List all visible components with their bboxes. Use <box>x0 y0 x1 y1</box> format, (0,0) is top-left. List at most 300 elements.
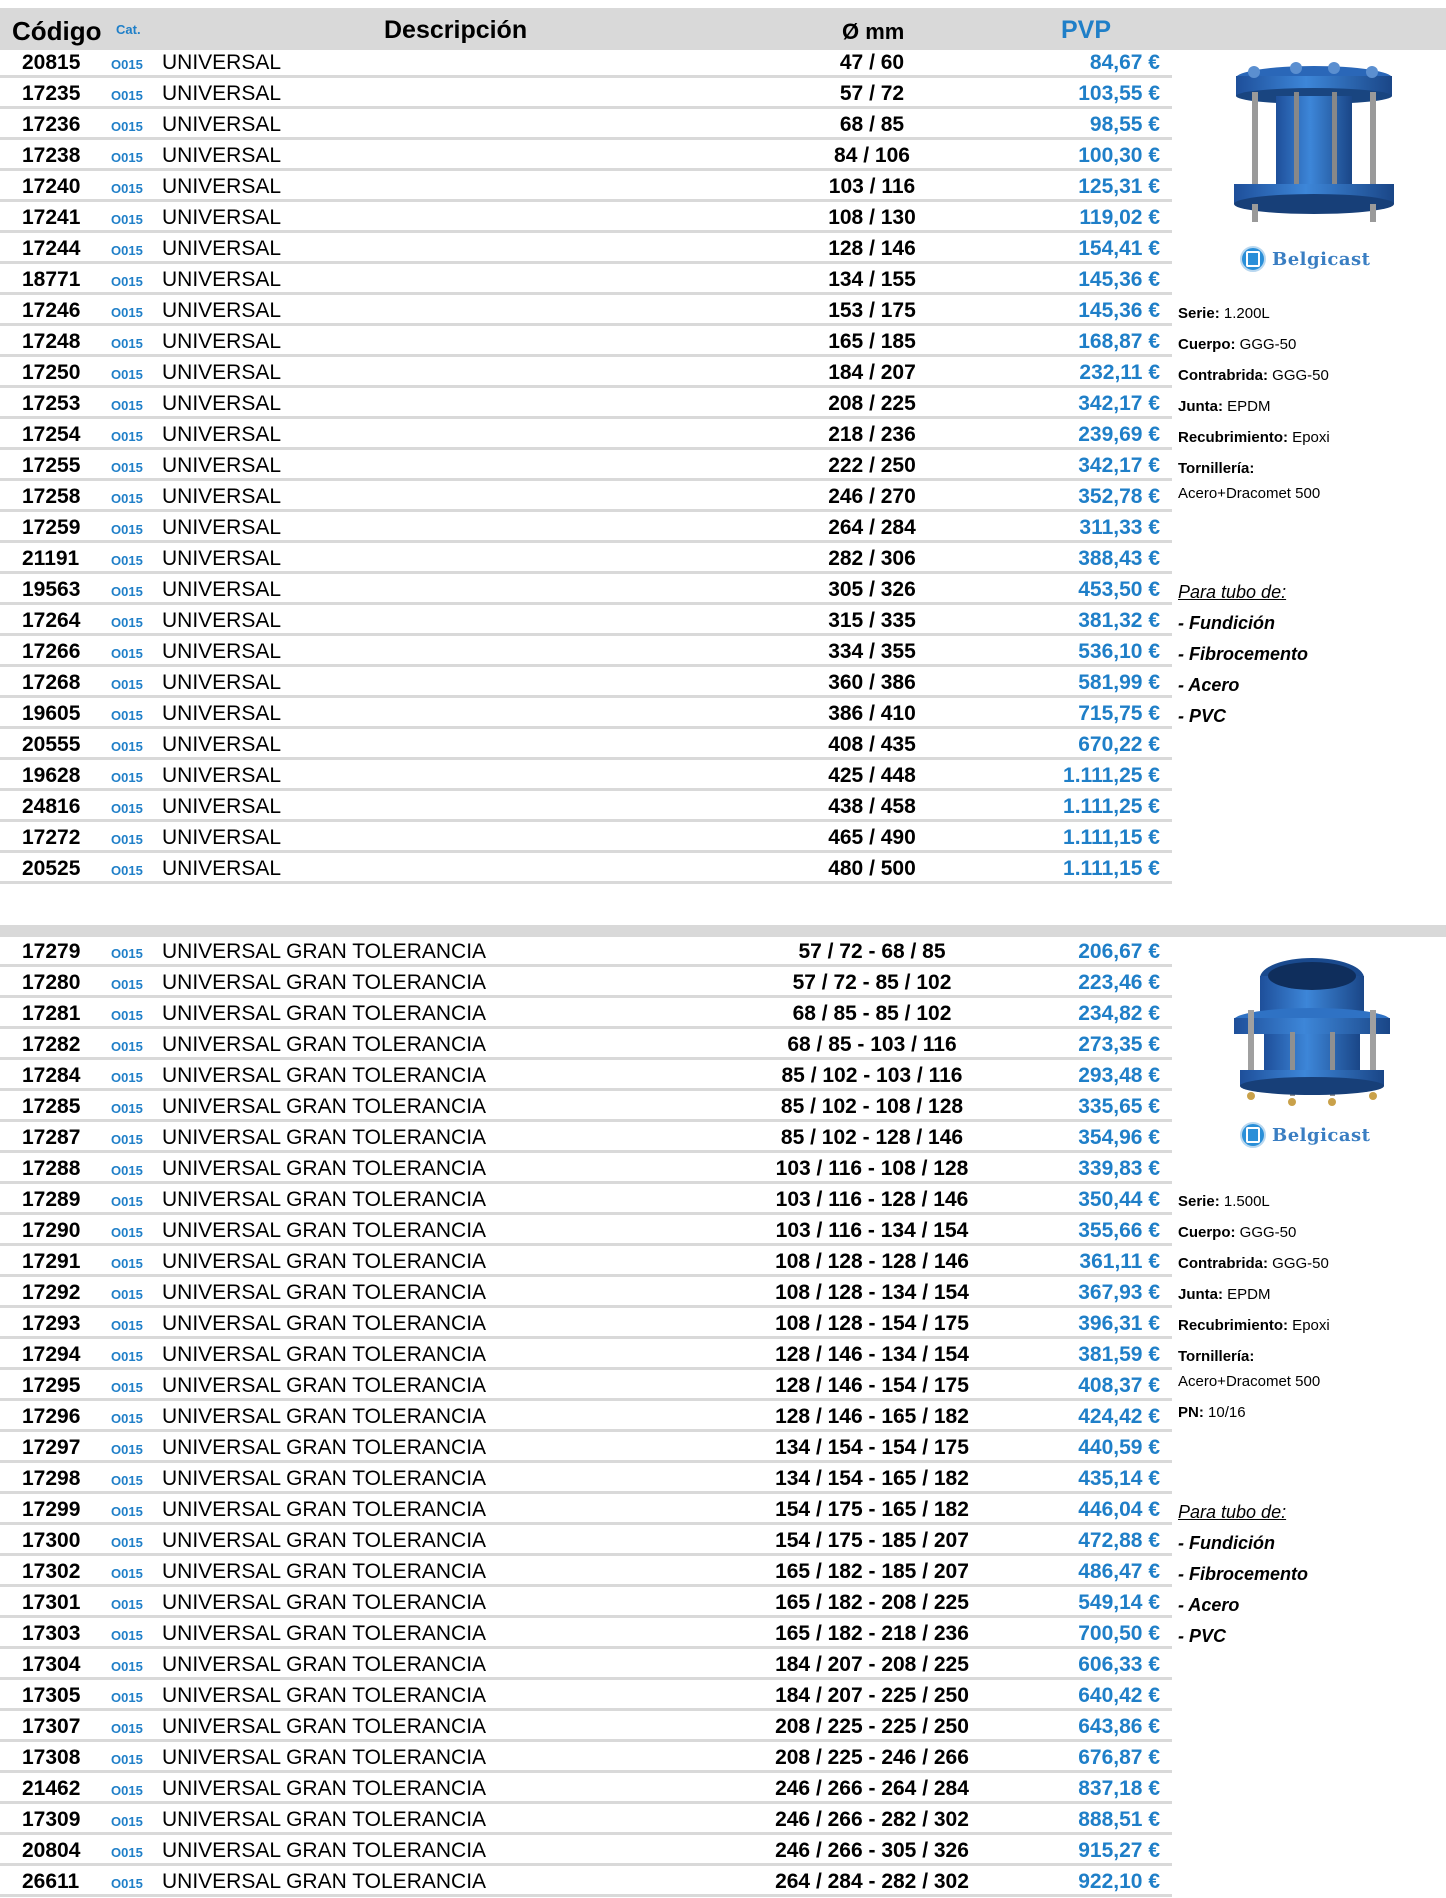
price: 922,10 € <box>1078 1870 1160 1893</box>
spec-label: Serie: <box>1178 1193 1220 1210</box>
row-divider <box>0 995 1172 998</box>
table-row <box>0 1123 1446 1154</box>
product-description: UNIVERSAL GRAN TOLERANCIA <box>162 1281 487 1304</box>
product-code: 17255 <box>22 454 81 477</box>
table-row <box>0 1464 1446 1495</box>
product-description: UNIVERSAL <box>162 857 282 880</box>
category-code: O015 <box>111 1349 143 1364</box>
row-divider <box>0 1336 1172 1339</box>
spec-item <box>1178 298 1330 329</box>
product-description: UNIVERSAL <box>162 733 282 756</box>
row-divider <box>0 540 1172 543</box>
product-code: 17259 <box>22 516 81 539</box>
diameter-range: 57 / 72 <box>839 82 905 105</box>
product-description: UNIVERSAL GRAN TOLERANCIA <box>162 1188 487 1211</box>
diameter-range: 282 / 306 <box>828 547 916 570</box>
spec-value: 1.200L <box>1219 305 1270 322</box>
product-code: 17308 <box>22 1746 81 1769</box>
spec-item <box>1178 1310 1330 1341</box>
product-description: UNIVERSAL GRAN TOLERANCIA <box>162 1684 487 1707</box>
table-row <box>0 141 1446 172</box>
belgicast-logo-2 <box>1240 1122 1371 1148</box>
price: 145,36 € <box>1078 268 1160 291</box>
diameter-range: 208 / 225 <box>828 392 916 415</box>
diameter-range: 85 / 102 - 108 / 128 <box>780 1095 964 1118</box>
product-description: UNIVERSAL GRAN TOLERANCIA <box>162 1653 487 1676</box>
category-code: O015 <box>111 801 143 816</box>
category-code: O015 <box>111 739 143 754</box>
product-code: 17293 <box>22 1312 81 1335</box>
pipe-type-item: - Fibrocemento <box>1178 644 1309 664</box>
diameter-range: 134 / 154 - 165 / 182 <box>775 1467 969 1490</box>
price: 273,35 € <box>1078 1033 1160 1056</box>
category-code: O015 <box>111 832 143 847</box>
price: 1.111,25 € <box>1063 764 1160 787</box>
product-description: UNIVERSAL GRAN TOLERANCIA <box>162 1405 487 1428</box>
product-description: UNIVERSAL GRAN TOLERANCIA <box>162 1777 487 1800</box>
row-divider <box>0 881 1172 884</box>
row-divider <box>0 1429 1172 1432</box>
diameter-range: 103 / 116 - 134 / 154 <box>775 1219 969 1242</box>
row-divider <box>0 1274 1172 1277</box>
price: 472,88 € <box>1078 1529 1160 1552</box>
product-description: UNIVERSAL GRAN TOLERANCIA <box>162 1715 487 1738</box>
row-divider <box>0 1181 1172 1184</box>
product-description: UNIVERSAL <box>162 578 282 601</box>
row-divider <box>0 1677 1172 1680</box>
row-divider <box>0 199 1172 202</box>
diameter-range: 128 / 146 - 134 / 154 <box>775 1343 969 1366</box>
table-row <box>0 1743 1446 1774</box>
diameter-range: 480 / 500 <box>828 857 916 880</box>
category-code: O015 <box>111 367 143 382</box>
product-code: 17254 <box>22 423 81 446</box>
price: 715,75 € <box>1078 702 1160 725</box>
category-code: O015 <box>111 212 143 227</box>
spec-label: Junta: <box>1178 398 1223 415</box>
price: 581,99 € <box>1078 671 1160 694</box>
spec-item <box>1178 1186 1330 1217</box>
spec-value: Acero+Dracomet 500 <box>1178 485 1321 502</box>
row-divider <box>0 1150 1172 1153</box>
row-divider <box>0 1894 1172 1897</box>
table-row <box>0 761 1446 792</box>
category-code: O015 <box>111 1690 143 1705</box>
row-divider <box>0 323 1172 326</box>
product-code: 17244 <box>22 237 81 260</box>
table-row <box>0 1836 1446 1867</box>
price: 536,10 € <box>1078 640 1160 663</box>
diameter-range: 465 / 490 <box>828 826 916 849</box>
product-code: 17240 <box>22 175 81 198</box>
row-divider <box>0 819 1172 822</box>
row-divider <box>0 1212 1172 1215</box>
category-code: O015 <box>111 1225 143 1240</box>
row-divider <box>0 1739 1172 1742</box>
row-divider <box>0 416 1172 419</box>
price: 125,31 € <box>1078 175 1160 198</box>
category-code: O015 <box>111 305 143 320</box>
category-code: O015 <box>111 1876 143 1891</box>
row-divider <box>0 1863 1172 1866</box>
table-row <box>0 203 1446 234</box>
product-code: 17297 <box>22 1436 81 1459</box>
product-description: UNIVERSAL <box>162 547 282 570</box>
diameter-range: 108 / 128 - 128 / 146 <box>775 1250 969 1273</box>
category-code: O015 <box>111 1008 143 1023</box>
product-code: 17279 <box>22 940 81 963</box>
diameter-range: 68 / 85 - 85 / 102 <box>792 1002 952 1025</box>
category-code: O015 <box>111 553 143 568</box>
product-description: UNIVERSAL GRAN TOLERANCIA <box>162 971 487 994</box>
product-code: 19563 <box>22 578 81 601</box>
product-code: 17303 <box>22 1622 81 1645</box>
row-divider <box>0 447 1172 450</box>
diameter-range: 128 / 146 - 165 / 182 <box>775 1405 969 1428</box>
spec-value: Epoxi <box>1288 429 1330 446</box>
category-code: O015 <box>111 946 143 961</box>
price: 354,96 € <box>1078 1126 1160 1149</box>
price: 234,82 € <box>1078 1002 1160 1025</box>
diameter-range: 134 / 155 <box>828 268 916 291</box>
diameter-range: 218 / 236 <box>828 423 916 446</box>
diameter-range: 47 / 60 <box>839 51 905 74</box>
spec-value: GGG-50 <box>1268 367 1329 384</box>
product-description: UNIVERSAL <box>162 361 282 384</box>
spec-value: GGG-50 <box>1235 336 1297 353</box>
product-code: 17241 <box>22 206 81 229</box>
diameter-range: 108 / 130 <box>828 206 916 229</box>
spec-value: Epoxi <box>1288 1317 1330 1334</box>
diameter-range: 184 / 207 - 208 / 225 <box>775 1653 969 1676</box>
product-code: 17290 <box>22 1219 81 1242</box>
price: 100,30 € <box>1078 144 1160 167</box>
product-code: 17302 <box>22 1560 81 1583</box>
category-code: O015 <box>111 1535 143 1550</box>
table-row <box>0 1154 1446 1185</box>
diameter-range: 246 / 266 - 282 / 302 <box>775 1808 969 1831</box>
product-description: UNIVERSAL <box>162 609 282 632</box>
pipe-types-heading: Para tubo de: <box>1178 582 1287 602</box>
product-code: 20815 <box>22 51 81 74</box>
price: 311,33 € <box>1079 516 1160 539</box>
category-code: O015 <box>111 1814 143 1829</box>
header-descripcion: Descripción <box>384 16 528 44</box>
product-code: 17304 <box>22 1653 81 1676</box>
price: 342,17 € <box>1078 392 1160 415</box>
table-row <box>0 234 1446 265</box>
product-description: UNIVERSAL GRAN TOLERANCIA <box>162 1498 487 1521</box>
row-divider <box>0 1119 1172 1122</box>
product-code: 20555 <box>22 733 81 756</box>
price: 549,14 € <box>1078 1591 1160 1614</box>
belgicast-badge-icon <box>1240 246 1266 272</box>
diameter-range: 128 / 146 - 154 / 175 <box>775 1374 969 1397</box>
row-divider <box>0 1615 1172 1618</box>
product-description: UNIVERSAL <box>162 268 282 291</box>
product-description: UNIVERSAL GRAN TOLERANCIA <box>162 1870 487 1893</box>
product-code: 17282 <box>22 1033 81 1056</box>
product-code: 17284 <box>22 1064 81 1087</box>
table-row <box>0 110 1446 141</box>
row-divider <box>0 664 1172 667</box>
price: 206,67 € <box>1078 940 1160 963</box>
price: 486,47 € <box>1078 1560 1160 1583</box>
price: 168,87 € <box>1078 330 1160 353</box>
product-description: UNIVERSAL <box>162 392 282 415</box>
product-code: 17264 <box>22 609 81 632</box>
pipe-type-item: - Fibrocemento <box>1178 1564 1309 1584</box>
header-pvp: PVP <box>1061 16 1112 44</box>
spec-item <box>1178 360 1330 391</box>
coupling-1500l-image <box>1230 948 1394 1110</box>
product-description: UNIVERSAL GRAN TOLERANCIA <box>162 1560 487 1583</box>
product-description: UNIVERSAL <box>162 516 282 539</box>
category-code: O015 <box>111 1566 143 1581</box>
row-divider <box>0 1770 1172 1773</box>
row-divider <box>0 1832 1172 1835</box>
diameter-range: 425 / 448 <box>828 764 916 787</box>
category-code: O015 <box>111 770 143 785</box>
diameter-range: 154 / 175 - 185 / 207 <box>775 1529 969 1552</box>
diameter-range: 208 / 225 - 225 / 250 <box>775 1715 969 1738</box>
row-divider <box>0 757 1172 760</box>
price: 837,18 € <box>1078 1777 1160 1800</box>
diameter-range: 264 / 284 - 282 / 302 <box>775 1870 969 1893</box>
product-description: UNIVERSAL GRAN TOLERANCIA <box>162 1529 487 1552</box>
product-code: 17268 <box>22 671 81 694</box>
product-code: 17285 <box>22 1095 81 1118</box>
product-code: 18771 <box>22 268 81 291</box>
product-code: 24816 <box>22 795 81 818</box>
product-description: UNIVERSAL <box>162 671 282 694</box>
diameter-range: 134 / 154 - 154 / 175 <box>775 1436 969 1459</box>
table-row <box>0 1774 1446 1805</box>
product-description: UNIVERSAL GRAN TOLERANCIA <box>162 1157 487 1180</box>
product-code: 17266 <box>22 640 81 663</box>
diameter-range: 57 / 72 - 85 / 102 <box>792 971 952 994</box>
product-description: UNIVERSAL GRAN TOLERANCIA <box>162 1095 487 1118</box>
product-description: UNIVERSAL GRAN TOLERANCIA <box>162 1839 487 1862</box>
category-code: O015 <box>111 1380 143 1395</box>
brand-name: Belgicast <box>1272 248 1371 270</box>
header-diametro: Ø mm <box>842 19 905 44</box>
row-divider <box>0 695 1172 698</box>
price: 388,43 € <box>1078 547 1160 570</box>
price: 424,42 € <box>1078 1405 1160 1428</box>
table-row <box>0 1805 1446 1836</box>
table-row <box>0 730 1446 761</box>
table-row <box>0 1712 1446 1743</box>
row-divider <box>0 1243 1172 1246</box>
product-code: 17238 <box>22 144 81 167</box>
product-description: UNIVERSAL <box>162 237 282 260</box>
product-code: 17299 <box>22 1498 81 1521</box>
product-code: 17294 <box>22 1343 81 1366</box>
product-code: 21462 <box>22 1777 81 1800</box>
price: 335,65 € <box>1078 1095 1160 1118</box>
spec-item <box>1178 1217 1330 1248</box>
row-divider <box>0 1491 1172 1494</box>
price: 453,50 € <box>1078 578 1160 601</box>
product-code: 17248 <box>22 330 81 353</box>
row-divider <box>0 850 1172 853</box>
category-code: O015 <box>111 1783 143 1798</box>
category-code: O015 <box>111 88 143 103</box>
table-row <box>0 854 1446 885</box>
product-description: UNIVERSAL <box>162 175 282 198</box>
header-codigo: Código <box>12 16 102 46</box>
pipe-type-item: - Fundición <box>1178 613 1275 633</box>
pipe-type-item: - Acero <box>1178 1595 1240 1615</box>
price: 381,32 € <box>1078 609 1160 632</box>
category-code: O015 <box>111 1039 143 1054</box>
price: 232,11 € <box>1079 361 1160 384</box>
product-code: 20525 <box>22 857 81 880</box>
price: 640,42 € <box>1078 1684 1160 1707</box>
product-code: 17301 <box>22 1591 81 1614</box>
row-divider <box>0 509 1172 512</box>
price: 446,04 € <box>1078 1498 1160 1521</box>
category-code: O015 <box>111 429 143 444</box>
product-description: UNIVERSAL GRAN TOLERANCIA <box>162 1250 487 1273</box>
product-description: UNIVERSAL GRAN TOLERANCIA <box>162 1002 487 1025</box>
price: 396,31 € <box>1078 1312 1160 1335</box>
product-code: 17272 <box>22 826 81 849</box>
table-row <box>0 823 1446 854</box>
spec-item <box>1178 1397 1330 1428</box>
row-divider <box>0 137 1172 140</box>
belgicast-logo-1 <box>1240 246 1371 272</box>
spec-item <box>1178 329 1330 360</box>
price: 342,17 € <box>1078 454 1160 477</box>
table-row <box>0 544 1446 575</box>
category-code: O015 <box>111 150 143 165</box>
spec-item <box>1178 478 1330 509</box>
product-description: UNIVERSAL GRAN TOLERANCIA <box>162 1064 487 1087</box>
price: 154,41 € <box>1078 237 1160 260</box>
product-description: UNIVERSAL GRAN TOLERANCIA <box>162 1219 487 1242</box>
row-divider <box>0 1057 1172 1060</box>
product-description: UNIVERSAL <box>162 640 282 663</box>
category-code: O015 <box>111 1845 143 1860</box>
diameter-range: 408 / 435 <box>828 733 916 756</box>
category-code: O015 <box>111 1504 143 1519</box>
price: 119,02 € <box>1079 206 1160 229</box>
diameter-range: 246 / 266 - 264 / 284 <box>775 1777 969 1800</box>
table-row <box>0 1433 1446 1464</box>
row-divider <box>0 602 1172 605</box>
product-description: UNIVERSAL <box>162 795 282 818</box>
row-divider <box>0 75 1172 78</box>
product-description: UNIVERSAL GRAN TOLERANCIA <box>162 1808 487 1831</box>
pipe-type-item: - Fundición <box>1178 1533 1275 1553</box>
diameter-range: 184 / 207 - 225 / 250 <box>775 1684 969 1707</box>
category-code: O015 <box>111 646 143 661</box>
diameter-range: 57 / 72 - 68 / 85 <box>798 940 946 963</box>
row-divider <box>0 1584 1172 1587</box>
price: 408,37 € <box>1078 1374 1160 1397</box>
category-code: O015 <box>111 243 143 258</box>
product-code: 17287 <box>22 1126 81 1149</box>
table-row <box>0 1681 1446 1712</box>
table-row <box>0 792 1446 823</box>
row-divider <box>0 633 1172 636</box>
diameter-range: 84 / 106 <box>834 144 910 167</box>
product-code: 17253 <box>22 392 81 415</box>
price: 381,59 € <box>1078 1343 1160 1366</box>
table-row <box>0 1867 1446 1898</box>
product-code: 17300 <box>22 1529 81 1552</box>
spec-value: 1.500L <box>1219 1193 1270 1210</box>
product-description: UNIVERSAL GRAN TOLERANCIA <box>162 1312 487 1335</box>
diameter-range: 68 / 85 - 103 / 116 <box>787 1033 957 1056</box>
category-code: O015 <box>111 1070 143 1085</box>
category-code: O015 <box>111 615 143 630</box>
category-code: O015 <box>111 863 143 878</box>
category-code: O015 <box>111 677 143 692</box>
row-divider <box>0 354 1172 357</box>
pipe-types-heading: Para tubo de: <box>1178 1502 1287 1522</box>
row-divider <box>0 726 1172 729</box>
row-divider <box>0 1367 1172 1370</box>
diameter-range: 165 / 182 - 208 / 225 <box>775 1591 969 1614</box>
spec-value: EPDM <box>1223 1286 1271 1303</box>
spec-item <box>1178 391 1330 422</box>
section-separator <box>0 925 1446 937</box>
spec-label: Junta: <box>1178 1286 1223 1303</box>
product-description: UNIVERSAL GRAN TOLERANCIA <box>162 1436 487 1459</box>
category-code: O015 <box>111 274 143 289</box>
price: 1.111,25 € <box>1063 795 1160 818</box>
diameter-range: 103 / 116 <box>828 175 916 198</box>
product-description: UNIVERSAL GRAN TOLERANCIA <box>162 1591 487 1614</box>
category-code: O015 <box>111 181 143 196</box>
product-description: UNIVERSAL <box>162 206 282 229</box>
price: 239,69 € <box>1078 423 1160 446</box>
product-description: UNIVERSAL GRAN TOLERANCIA <box>162 1343 487 1366</box>
brand-name: Belgicast <box>1272 1124 1371 1146</box>
price: 1.111,15 € <box>1063 826 1160 849</box>
table-row <box>0 172 1446 203</box>
product-description: UNIVERSAL <box>162 113 282 136</box>
spec-value: 10/16 <box>1203 1404 1246 1421</box>
category-code: O015 <box>111 1659 143 1674</box>
price: 606,33 € <box>1078 1653 1160 1676</box>
specs-1500l <box>1178 1186 1330 1428</box>
row-divider <box>0 1088 1172 1091</box>
pipe-type-item: - PVC <box>1178 1626 1227 1646</box>
price: 98,55 € <box>1089 113 1160 136</box>
category-code: O015 <box>111 1411 143 1426</box>
spec-item <box>1178 422 1330 453</box>
spec-label: Recubrimiento: <box>1178 429 1289 446</box>
product-description: UNIVERSAL GRAN TOLERANCIA <box>162 1467 487 1490</box>
diameter-range: 360 / 386 <box>828 671 916 694</box>
price: 355,66 € <box>1078 1219 1160 1242</box>
price: 1.111,15 € <box>1063 857 1160 880</box>
price: 361,11 € <box>1079 1250 1160 1273</box>
category-code: O015 <box>111 1473 143 1488</box>
product-code: 19628 <box>22 764 81 787</box>
spec-label: Tornillería: <box>1178 460 1255 477</box>
row-divider <box>0 1801 1172 1804</box>
product-code: 17305 <box>22 1684 81 1707</box>
specs-1200l <box>1178 298 1330 509</box>
price: 350,44 € <box>1078 1188 1160 1211</box>
row-divider <box>0 788 1172 791</box>
category-code: O015 <box>111 1597 143 1612</box>
